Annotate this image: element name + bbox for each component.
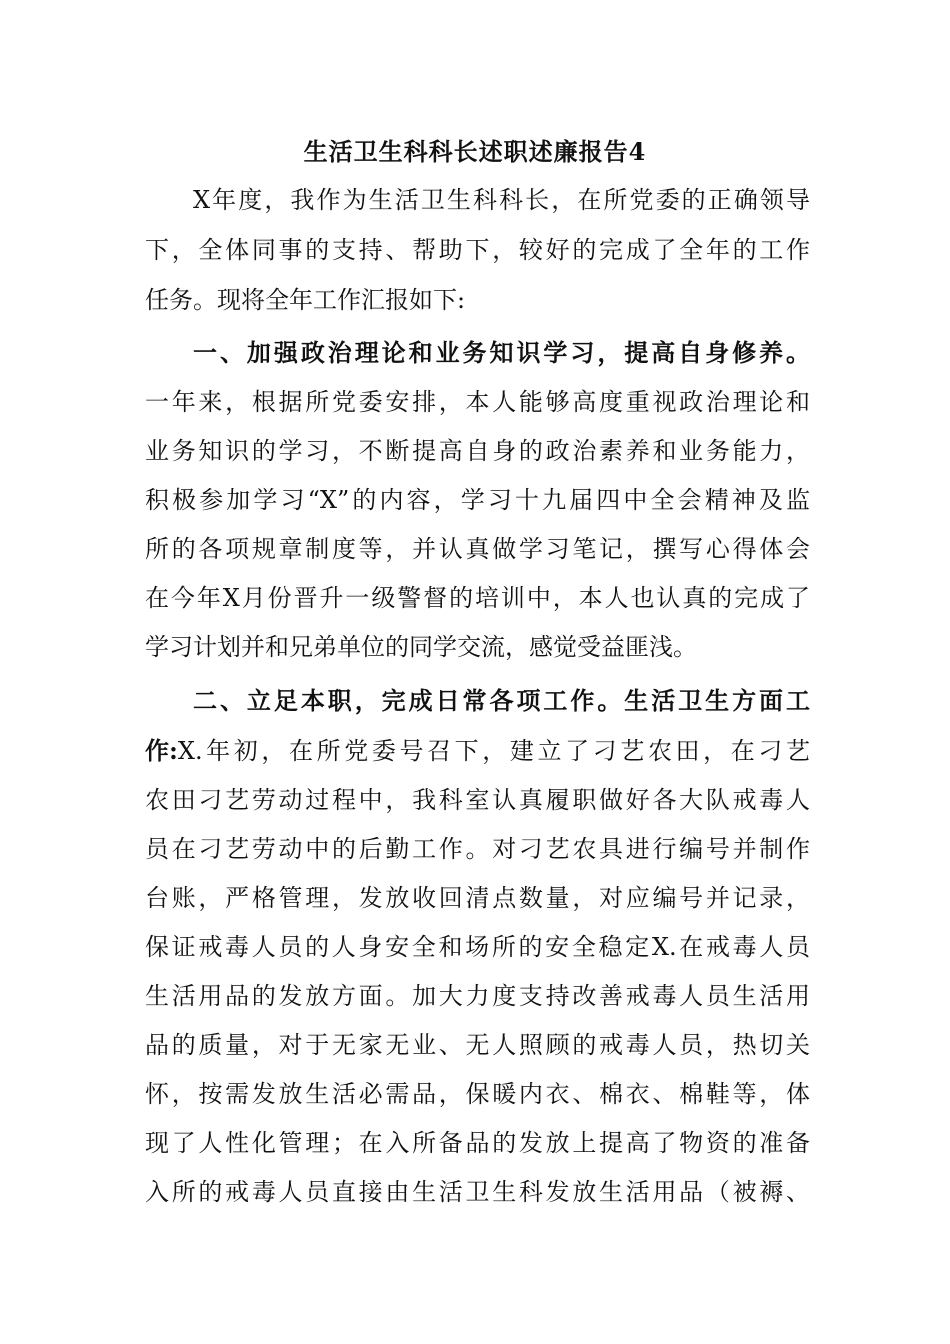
paragraph-line: 品的质量，对于无家无业、无人照顾的戒毒人员，热切关	[145, 1031, 810, 1059]
section-heading: 一、加强政治理论和业务知识学习，提高自身修养。	[193, 338, 810, 367]
paragraph-line: 在今年X月份晋升一级警督的培训中，本人也认真的完成了	[145, 584, 810, 612]
section-heading: 二、立足本职，完成日常各项工作。生活卫生方面工	[193, 686, 810, 715]
paragraph-line: 怀，按需发放生活必需品，保暖内衣、棉衣、棉鞋等，体	[145, 1080, 810, 1108]
paragraph-line: 农田刁艺劳动过程中，我科室认真履职做好各大队戒毒人	[145, 786, 810, 814]
paragraph-line: 现了人性化管理；在入所备品的发放上提高了物资的准备	[145, 1129, 810, 1157]
paragraph-line: 生活用品的发放方面。加大力度支持改善戒毒人员生活用	[145, 982, 810, 1010]
paragraph-text: X.年初，在所党委号召下，建立了刁艺农田，在刁艺	[177, 737, 810, 765]
paragraph-line: 保证戒毒人员的人身安全和场所的安全稳定X.在戒毒人员	[145, 933, 810, 961]
paragraph-line: 员在刁艺劳动中的后勤工作。对刁艺农具进行编号并制作	[145, 835, 810, 863]
document-title: 生活卫生科科长述职述廉报告4	[303, 137, 647, 166]
paragraph-line	[145, 733, 810, 769]
intro-line: X年度，我作为生活卫生科科长，在所党委的正确领导	[193, 186, 810, 214]
intro-line: 下，全体同事的支持、帮助下，较好的完成了全年的工作	[145, 236, 810, 264]
paragraph-line: 学习计划并和兄弟单位的同学交流，感觉受益匪浅。	[145, 633, 697, 661]
paragraph-line: 所的各项规章制度等，并认真做学习笔记，撰写心得体会	[145, 535, 810, 563]
paragraph-line: 一年来，根据所党委安排，本人能够高度重视政治理论和	[145, 388, 810, 416]
paragraph-line: 入所的戒毒人员直接由生活卫生科发放生活用品（被褥、	[145, 1178, 810, 1206]
paragraph-line: 业务知识的学习，不断提高自身的政治素养和业务能力，	[145, 437, 810, 465]
intro-line: 任务。现将全年工作汇报如下:	[145, 286, 466, 314]
paragraph-line: 台账，严格管理，发放收回清点数量，对应编号并记录，	[145, 884, 810, 912]
paragraph-line: 积极参加学习“X”的内容，学习十九届四中全会精神及监	[145, 486, 810, 514]
section-heading-continued: 作:	[145, 736, 178, 765]
